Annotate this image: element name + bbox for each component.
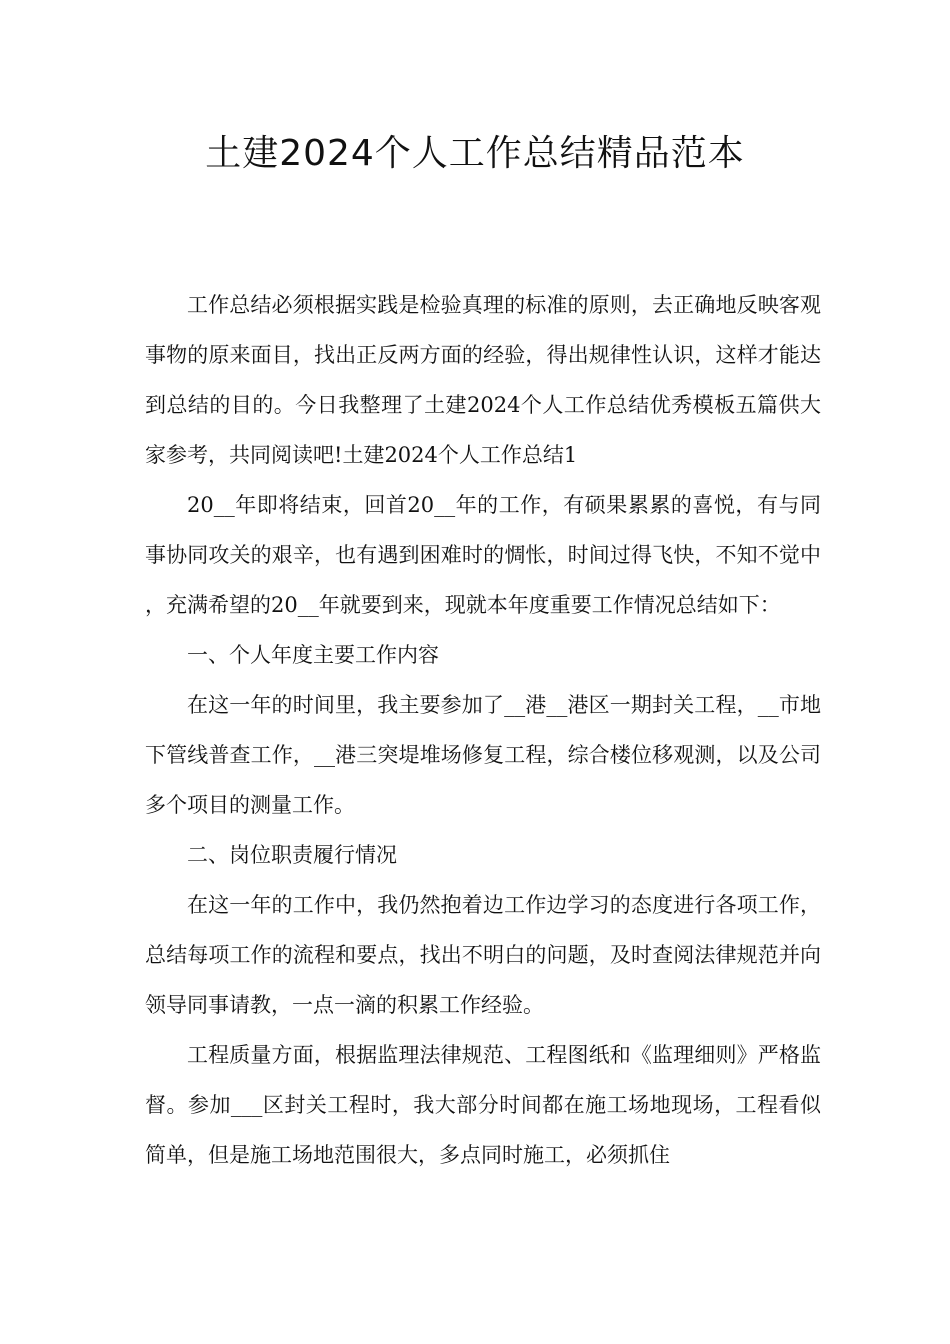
quality-paragraph: 工程质量方面，根据监理法律规范、工程图纸和《监理细则》严格监督。参加___区封关工程时，我大部分时间都在施工场地现场，工程看似简单，但是施工场地范围很大，多点同时施工，必须抓住: [145, 1043, 821, 1167]
document-title: 土建2024个人工作总结精品范本: [205, 133, 745, 174]
document-body: [145, 280, 821, 1180]
section-heading-2: 二、岗位职责履行情况: [187, 843, 397, 867]
work-content-paragraph: 在这一年的时间里，我主要参加了__港__港区一期封关工程，__市地下管线普查工作，__港三突堤堆场修复工程，综合楼位移观测，以及公司多个项目的测量工作。: [145, 693, 821, 817]
intro-paragraph: 工作总结必须根据实践是检验真理的标准的原则，去正确地反映客观事物的原来面目，找出正反两方面的经验，得出规律性认识，这样才能达到总结的目的。今日我整理了土建2024个人工作总结优秀模板五篇供大家参考，共同阅读吧!土建2024个人工作总结1: [145, 293, 821, 467]
duties-paragraph: 在这一年的工作中，我仍然抱着边工作边学习的态度进行各项工作，总结每项工作的流程和要点，找出不明白的问题，及时查阅法律规范并向领导同事请教，一点一滴的积累工作经验。: [145, 893, 821, 1017]
opening-paragraph: 20__年即将结束，回首20__年的工作，有硕果累累的喜悦，有与同事协同攻关的艰辛，也有遇到困难时的惆怅，时间过得飞快，不知不觉中，充满希望的20__年就要到来，现就本年度重要工作情况总结如下：: [145, 493, 821, 617]
section-heading-1: 一、个人年度主要工作内容: [187, 643, 439, 667]
